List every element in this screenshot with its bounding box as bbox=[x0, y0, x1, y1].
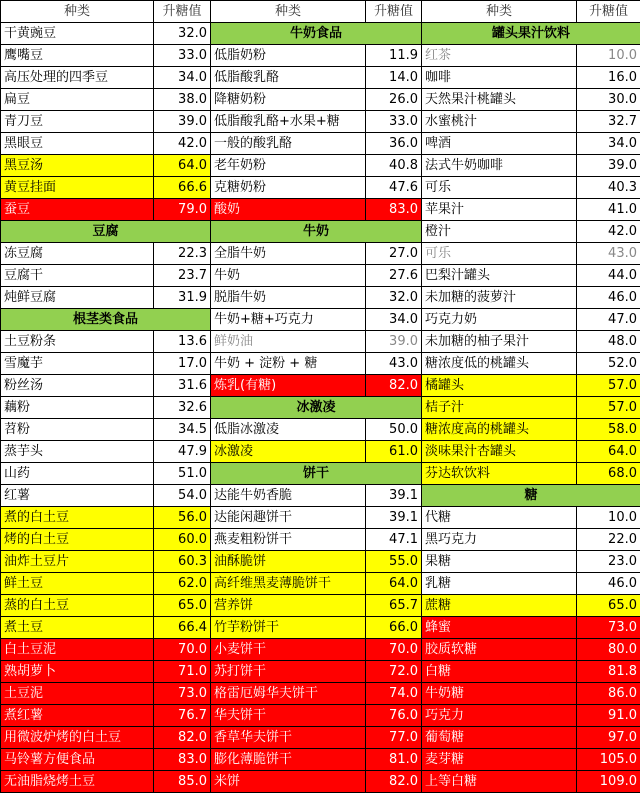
food-name-cell: 水蜜桃汁 bbox=[422, 111, 577, 133]
food-name-cell: 小麦饼干 bbox=[211, 639, 366, 661]
glycemic-value-cell: 82.0 bbox=[154, 727, 211, 749]
glycemic-value-cell: 17.0 bbox=[154, 353, 211, 375]
food-name-cell: 土豆粉条 bbox=[1, 331, 154, 353]
glycemic-value-cell: 51.0 bbox=[154, 463, 211, 485]
food-name-cell: 黑豆汤 bbox=[1, 155, 154, 177]
glycemic-value-cell: 10.0 bbox=[577, 45, 640, 67]
food-name-cell: 麦芽糖 bbox=[422, 749, 577, 771]
glycemic-value-cell: 50.0 bbox=[366, 419, 422, 441]
column-header-name: 种类 bbox=[422, 1, 577, 23]
column-header-name: 种类 bbox=[1, 1, 154, 23]
glycemic-value-cell: 109.0 bbox=[577, 771, 640, 793]
food-name-cell: 山药 bbox=[1, 463, 154, 485]
glycemic-value-cell: 43.0 bbox=[577, 243, 640, 265]
glycemic-value-cell: 34.0 bbox=[366, 309, 422, 331]
glycemic-value-cell: 54.0 bbox=[154, 485, 211, 507]
glycemic-value-cell: 23.7 bbox=[154, 265, 211, 287]
glycemic-value-cell: 66.0 bbox=[366, 617, 422, 639]
food-name-cell: 天然果汁桃罐头 bbox=[422, 89, 577, 111]
table-row bbox=[1, 155, 640, 177]
food-name-cell: 低脂冰激凌 bbox=[211, 419, 366, 441]
food-name-cell: 代糖 bbox=[422, 507, 577, 529]
glycemic-value-cell: 42.0 bbox=[577, 221, 640, 243]
table-row bbox=[1, 133, 640, 155]
glycemic-value-cell: 64.0 bbox=[577, 441, 640, 463]
food-name-cell: 葡萄糖 bbox=[422, 727, 577, 749]
glycemic-value-cell: 32.0 bbox=[366, 287, 422, 309]
glycemic-value-cell: 58.0 bbox=[577, 419, 640, 441]
column-header-value: 升糖值 bbox=[366, 1, 422, 23]
glycemic-value-cell: 47.9 bbox=[154, 441, 211, 463]
glycemic-value-cell: 32.6 bbox=[154, 397, 211, 419]
table-row bbox=[1, 595, 640, 617]
food-name-cell: 炼乳(有糖) bbox=[211, 375, 366, 397]
glycemic-value-cell: 73.0 bbox=[577, 617, 640, 639]
glycemic-value-cell: 65.7 bbox=[366, 595, 422, 617]
food-name-cell: 鹰嘴豆 bbox=[1, 45, 154, 67]
food-name-cell: 黑眼豆 bbox=[1, 133, 154, 155]
food-name-cell: 蚕豆 bbox=[1, 199, 154, 221]
glycemic-value-cell: 41.0 bbox=[577, 199, 640, 221]
food-name-cell: 蔗糖 bbox=[422, 595, 577, 617]
glycemic-value-cell: 32.7 bbox=[577, 111, 640, 133]
table-row bbox=[1, 749, 640, 771]
food-name-cell: 糖浓度高的桃罐头 bbox=[422, 419, 577, 441]
glycemic-value-cell: 40.8 bbox=[366, 155, 422, 177]
glycemic-value-cell: 65.0 bbox=[154, 595, 211, 617]
food-name-cell: 啤酒 bbox=[422, 133, 577, 155]
food-name-cell: 燕麦粗粉饼干 bbox=[211, 529, 366, 551]
food-name-cell: 法式牛奶咖啡 bbox=[422, 155, 577, 177]
section-header: 豆腐 bbox=[1, 221, 211, 243]
food-name-cell: 藕粉 bbox=[1, 397, 154, 419]
food-name-cell: 低脂奶粉 bbox=[211, 45, 366, 67]
food-name-cell: 膨化薄脆饼干 bbox=[211, 749, 366, 771]
glycemic-value-cell: 22.3 bbox=[154, 243, 211, 265]
glycemic-value-cell: 76.7 bbox=[154, 705, 211, 727]
glycemic-value-cell: 47.6 bbox=[366, 177, 422, 199]
food-name-cell: 黑巧克力 bbox=[422, 529, 577, 551]
column-header-value: 升糖值 bbox=[154, 1, 211, 23]
glycemic-value-cell: 27.6 bbox=[366, 265, 422, 287]
section-header: 冰激凌 bbox=[211, 397, 422, 419]
glycemic-value-cell: 16.0 bbox=[577, 67, 640, 89]
food-name-cell: 华夫饼干 bbox=[211, 705, 366, 727]
food-name-cell: 青刀豆 bbox=[1, 111, 154, 133]
glycemic-value-cell: 83.0 bbox=[366, 199, 422, 221]
table-row bbox=[1, 551, 640, 573]
food-name-cell: 马铃薯方便食品 bbox=[1, 749, 154, 771]
glycemic-value-cell: 81.0 bbox=[366, 749, 422, 771]
glycemic-value-cell: 46.0 bbox=[577, 573, 640, 595]
food-name-cell: 降糖奶粉 bbox=[211, 89, 366, 111]
table-row bbox=[1, 89, 640, 111]
section-header: 牛奶食品 bbox=[211, 23, 422, 45]
table-row bbox=[1, 177, 640, 199]
section-header: 糖 bbox=[422, 485, 640, 507]
table-row bbox=[1, 243, 640, 265]
table-row bbox=[1, 23, 640, 45]
food-name-cell: 烤的白土豆 bbox=[1, 529, 154, 551]
food-name-cell: 冻豆腐 bbox=[1, 243, 154, 265]
glycemic-value-cell: 34.0 bbox=[577, 133, 640, 155]
table-row bbox=[1, 287, 640, 309]
food-name-cell: 高压处理的四季豆 bbox=[1, 67, 154, 89]
food-name-cell: 上等白糖 bbox=[422, 771, 577, 793]
table-row bbox=[1, 771, 640, 793]
glycemic-value-cell: 72.0 bbox=[366, 661, 422, 683]
food-name-cell: 炖鲜豆腐 bbox=[1, 287, 154, 309]
glycemic-value-cell: 86.0 bbox=[577, 683, 640, 705]
food-name-cell: 干黄豌豆 bbox=[1, 23, 154, 45]
food-name-cell: 苹果汁 bbox=[422, 199, 577, 221]
glycemic-value-cell: 47.0 bbox=[577, 309, 640, 331]
glycemic-value-cell: 64.0 bbox=[154, 155, 211, 177]
glycemic-value-cell: 61.0 bbox=[366, 441, 422, 463]
glycemic-value-cell: 39.0 bbox=[577, 155, 640, 177]
glycemic-value-cell: 33.0 bbox=[154, 45, 211, 67]
food-name-cell: 油酥脆饼 bbox=[211, 551, 366, 573]
glycemic-value-cell: 40.3 bbox=[577, 177, 640, 199]
glycemic-value-cell: 57.0 bbox=[577, 397, 640, 419]
table-row bbox=[1, 485, 640, 507]
glycemic-value-cell: 26.0 bbox=[366, 89, 422, 111]
food-name-cell: 煮的白土豆 bbox=[1, 507, 154, 529]
glycemic-value-cell: 11.9 bbox=[366, 45, 422, 67]
glycemic-value-cell: 39.0 bbox=[154, 111, 211, 133]
table-row bbox=[1, 727, 640, 749]
food-name-cell: 冰激凌 bbox=[211, 441, 366, 463]
glycemic-value-cell: 68.0 bbox=[577, 463, 640, 485]
food-name-cell: 蜂蜜 bbox=[422, 617, 577, 639]
table-row bbox=[1, 375, 640, 397]
food-name-cell: 粉丝汤 bbox=[1, 375, 154, 397]
food-name-cell: 果糖 bbox=[422, 551, 577, 573]
food-name-cell: 香草华夫饼干 bbox=[211, 727, 366, 749]
table-row bbox=[1, 309, 640, 331]
glycemic-value-cell: 34.5 bbox=[154, 419, 211, 441]
food-name-cell: 牛奶糖 bbox=[422, 683, 577, 705]
food-name-cell: 鲜土豆 bbox=[1, 573, 154, 595]
table-row bbox=[1, 705, 640, 727]
glycemic-value-cell: 52.0 bbox=[577, 353, 640, 375]
glycemic-value-cell: 73.0 bbox=[154, 683, 211, 705]
glycemic-value-cell: 80.0 bbox=[577, 639, 640, 661]
table-row bbox=[1, 441, 640, 463]
food-name-cell: 克糖奶粉 bbox=[211, 177, 366, 199]
glycemic-value-cell: 31.6 bbox=[154, 375, 211, 397]
glycemic-value-cell: 82.0 bbox=[366, 375, 422, 397]
glycemic-value-cell: 30.0 bbox=[577, 89, 640, 111]
glycemic-value-cell: 27.0 bbox=[366, 243, 422, 265]
glycemic-value-cell: 105.0 bbox=[577, 749, 640, 771]
food-name-cell: 牛奶 bbox=[211, 265, 366, 287]
food-name-cell: 全脂牛奶 bbox=[211, 243, 366, 265]
food-name-cell: 豆腐干 bbox=[1, 265, 154, 287]
table-row bbox=[1, 463, 640, 485]
table-row bbox=[1, 507, 640, 529]
food-name-cell: 乳糖 bbox=[422, 573, 577, 595]
glycemic-value-cell: 34.0 bbox=[154, 67, 211, 89]
glycemic-value-cell: 22.0 bbox=[577, 529, 640, 551]
section-header: 牛奶 bbox=[211, 221, 422, 243]
food-name-cell: 蒸的白土豆 bbox=[1, 595, 154, 617]
glycemic-value-cell: 43.0 bbox=[366, 353, 422, 375]
food-name-cell: 牛奶+糖+巧克力 bbox=[211, 309, 366, 331]
glycemic-value-cell: 85.0 bbox=[154, 771, 211, 793]
table-row bbox=[1, 683, 640, 705]
glycemic-value-cell: 66.4 bbox=[154, 617, 211, 639]
food-name-cell: 油炸土豆片 bbox=[1, 551, 154, 573]
table-row bbox=[1, 397, 640, 419]
food-name-cell: 低脂酸乳酪 bbox=[211, 67, 366, 89]
food-name-cell: 白糖 bbox=[422, 661, 577, 683]
glycemic-value-cell: 23.0 bbox=[577, 551, 640, 573]
table-row bbox=[1, 221, 640, 243]
glycemic-value-cell: 62.0 bbox=[154, 573, 211, 595]
food-name-cell: 未加糖的菠萝汁 bbox=[422, 287, 577, 309]
glycemic-value-cell: 48.0 bbox=[577, 331, 640, 353]
food-name-cell: 白土豆泥 bbox=[1, 639, 154, 661]
glycemic-value-cell: 79.0 bbox=[154, 199, 211, 221]
food-name-cell: 苏打饼干 bbox=[211, 661, 366, 683]
glycemic-value-cell: 65.0 bbox=[577, 595, 640, 617]
food-name-cell: 苕粉 bbox=[1, 419, 154, 441]
glycemic-value-cell: 39.0 bbox=[366, 331, 422, 353]
food-name-cell: 扁豆 bbox=[1, 89, 154, 111]
food-name-cell: 雪魔芋 bbox=[1, 353, 154, 375]
food-name-cell: 黄豆挂面 bbox=[1, 177, 154, 199]
food-name-cell: 可乐 bbox=[422, 177, 577, 199]
table-row bbox=[1, 111, 640, 133]
glycemic-value-cell: 38.0 bbox=[154, 89, 211, 111]
glycemic-value-cell: 56.0 bbox=[154, 507, 211, 529]
table-row bbox=[1, 419, 640, 441]
food-name-cell: 高纤维黑麦薄脆饼干 bbox=[211, 573, 366, 595]
glycemic-value-cell: 55.0 bbox=[366, 551, 422, 573]
food-name-cell: 米饼 bbox=[211, 771, 366, 793]
table-row bbox=[1, 529, 640, 551]
food-name-cell: 巧克力 bbox=[422, 705, 577, 727]
food-name-cell: 无油脂烧烤土豆 bbox=[1, 771, 154, 793]
food-name-cell: 可乐 bbox=[422, 243, 577, 265]
food-name-cell: 未加糖的柚子果汁 bbox=[422, 331, 577, 353]
food-name-cell: 竹芋粉饼干 bbox=[211, 617, 366, 639]
glycemic-value-cell: 13.6 bbox=[154, 331, 211, 353]
glycemic-value-cell: 33.0 bbox=[366, 111, 422, 133]
glycemic-value-cell: 66.6 bbox=[154, 177, 211, 199]
food-name-cell: 煮土豆 bbox=[1, 617, 154, 639]
food-name-cell: 酸奶 bbox=[211, 199, 366, 221]
glycemic-value-cell: 91.0 bbox=[577, 705, 640, 727]
column-header-name: 种类 bbox=[211, 1, 366, 23]
glycemic-value-cell: 10.0 bbox=[577, 507, 640, 529]
glycemic-value-cell: 14.0 bbox=[366, 67, 422, 89]
food-name-cell: 糖浓度低的桃罐头 bbox=[422, 353, 577, 375]
table-row bbox=[1, 661, 640, 683]
glycemic-value-cell: 39.1 bbox=[366, 485, 422, 507]
food-name-cell: 达能牛奶香脆 bbox=[211, 485, 366, 507]
section-header: 罐头果汁饮料 bbox=[422, 23, 640, 45]
section-header: 根茎类食品 bbox=[1, 309, 211, 331]
food-name-cell: 橘罐头 bbox=[422, 375, 577, 397]
glycemic-value-cell: 60.3 bbox=[154, 551, 211, 573]
glycemic-value-cell: 74.0 bbox=[366, 683, 422, 705]
glycemic-value-cell: 47.1 bbox=[366, 529, 422, 551]
food-name-cell: 橙汁 bbox=[422, 221, 577, 243]
food-name-cell: 胶质软糖 bbox=[422, 639, 577, 661]
food-name-cell: 桔子汁 bbox=[422, 397, 577, 419]
table-body bbox=[1, 1, 640, 793]
table-row bbox=[1, 67, 640, 89]
glycemic-value-cell: 70.0 bbox=[154, 639, 211, 661]
column-header-value: 升糖值 bbox=[577, 1, 640, 23]
food-name-cell: 煮红薯 bbox=[1, 705, 154, 727]
glycemic-value-cell: 39.1 bbox=[366, 507, 422, 529]
food-name-cell: 鲜奶油 bbox=[211, 331, 366, 353]
table-row bbox=[1, 353, 640, 375]
table-row bbox=[1, 199, 640, 221]
glycemic-value-cell: 44.0 bbox=[577, 265, 640, 287]
glycemic-value-cell: 82.0 bbox=[366, 771, 422, 793]
header-row bbox=[1, 1, 640, 23]
table-row bbox=[1, 265, 640, 287]
glycemic-value-cell: 97.0 bbox=[577, 727, 640, 749]
food-name-cell: 红茶 bbox=[422, 45, 577, 67]
glycemic-value-cell: 32.0 bbox=[154, 23, 211, 45]
table-row bbox=[1, 573, 640, 595]
food-name-cell: 蒸芋头 bbox=[1, 441, 154, 463]
food-name-cell: 巧克力奶 bbox=[422, 309, 577, 331]
food-name-cell: 一般的酸乳酪 bbox=[211, 133, 366, 155]
glycemic-value-cell: 77.0 bbox=[366, 727, 422, 749]
food-name-cell: 营养饼 bbox=[211, 595, 366, 617]
table-row bbox=[1, 45, 640, 67]
food-name-cell: 牛奶 + 淀粉 + 糖 bbox=[211, 353, 366, 375]
food-name-cell: 用微波炉烤的白土豆 bbox=[1, 727, 154, 749]
food-name-cell: 巴梨汁罐头 bbox=[422, 265, 577, 287]
food-name-cell: 脱脂牛奶 bbox=[211, 287, 366, 309]
table-row bbox=[1, 639, 640, 661]
food-name-cell: 低脂酸乳酪+水果+糖 bbox=[211, 111, 366, 133]
glycemic-value-cell: 36.0 bbox=[366, 133, 422, 155]
glycemic-value-cell: 76.0 bbox=[366, 705, 422, 727]
food-name-cell: 芬达软饮料 bbox=[422, 463, 577, 485]
food-name-cell: 老年奶粉 bbox=[211, 155, 366, 177]
food-name-cell: 格雷厄姆华夫饼干 bbox=[211, 683, 366, 705]
glycemic-value-cell: 71.0 bbox=[154, 661, 211, 683]
food-name-cell: 红薯 bbox=[1, 485, 154, 507]
food-name-cell: 咖啡 bbox=[422, 67, 577, 89]
glycemic-value-cell: 57.0 bbox=[577, 375, 640, 397]
food-name-cell: 熟胡萝卜 bbox=[1, 661, 154, 683]
glycemic-value-cell: 81.8 bbox=[577, 661, 640, 683]
food-name-cell: 淡味果汁杏罐头 bbox=[422, 441, 577, 463]
glycemic-value-cell: 70.0 bbox=[366, 639, 422, 661]
table-row bbox=[1, 331, 640, 353]
section-header: 饼干 bbox=[211, 463, 422, 485]
glycemic-value-cell: 42.0 bbox=[154, 133, 211, 155]
glycemic-value-cell: 64.0 bbox=[366, 573, 422, 595]
glycemic-value-cell: 83.0 bbox=[154, 749, 211, 771]
food-name-cell: 达能闲趣饼干 bbox=[211, 507, 366, 529]
food-name-cell: 土豆泥 bbox=[1, 683, 154, 705]
glycemic-value-cell: 31.9 bbox=[154, 287, 211, 309]
glycemic-value-cell: 60.0 bbox=[154, 529, 211, 551]
table-row bbox=[1, 617, 640, 639]
glycemic-value-cell: 46.0 bbox=[577, 287, 640, 309]
